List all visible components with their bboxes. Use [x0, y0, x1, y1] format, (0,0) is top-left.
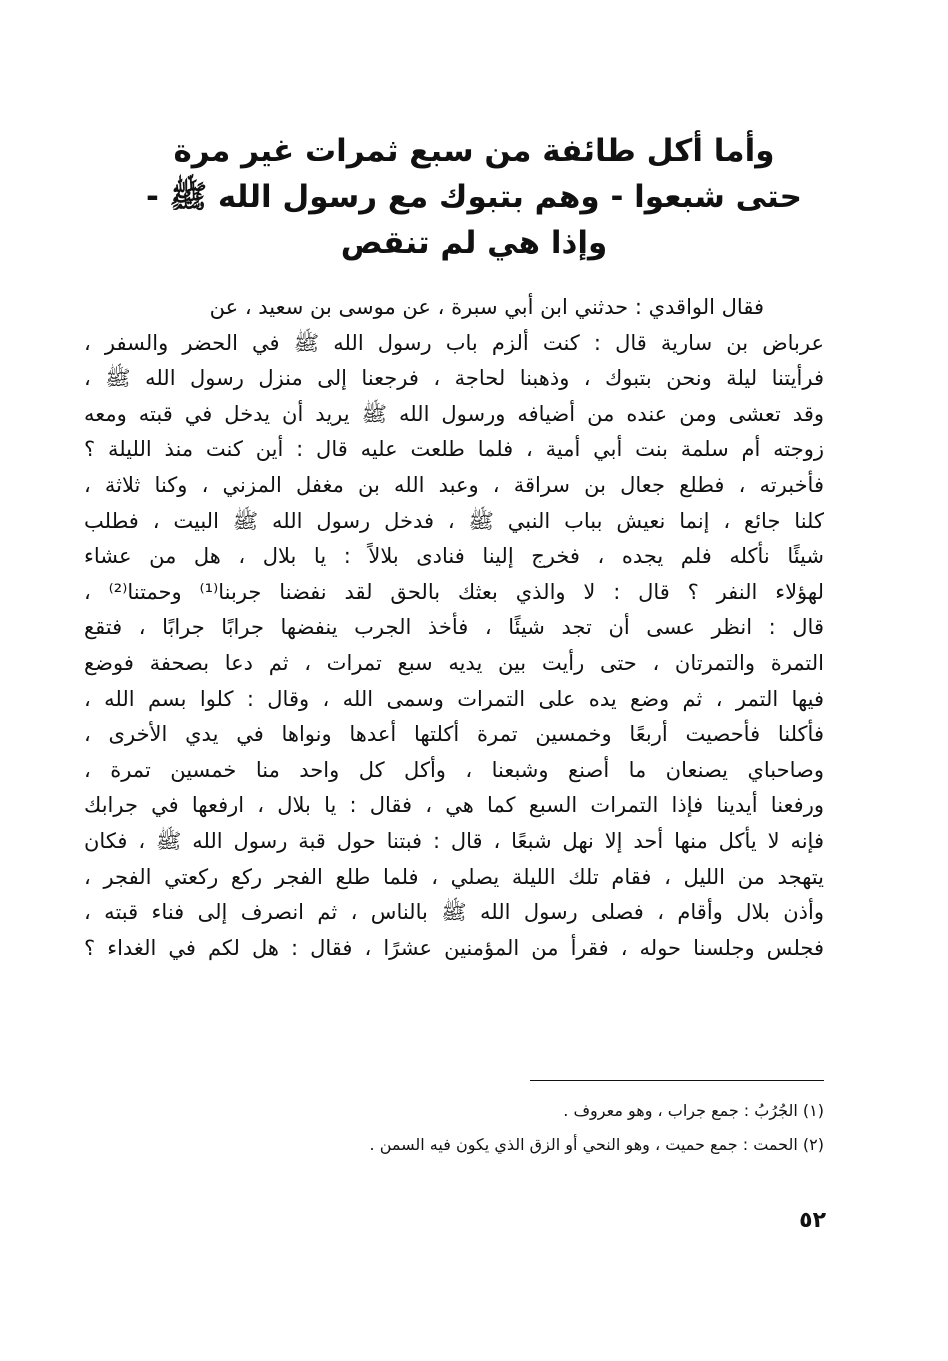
title-line-1: وأما أكل طائفة من سبع ثمرات غير مرة	[173, 133, 775, 169]
body-line: قال : انظر عسى أن تجد شيئًا ، فأخذ الجرب ينفضها جرابًا جرابًا ، فتقع	[84, 615, 824, 640]
body-line: ورفعنا أيدينا فإذا التمرات السبع كما هي ، فقال : يا بلال ، ارفعها في جرابك	[84, 793, 824, 818]
footnote-1: (١) الجُرُبُ : جمع جراب ، وهو معروف .	[563, 1101, 824, 1120]
body-line: عرباض بن سارية قال : كنت ألزم باب رسول الله ﷺ في الحضر والسفر ،	[84, 330, 824, 355]
footnote-2: (٢) الحمت : جمع حميت ، وهو النحي أو الزق الذي يكون فيه السمن .	[369, 1135, 824, 1154]
body-line: وقد تعشى ومن عنده من أضيافه ورسول الله ﷺ يريد أن يدخل في قبته ومعه	[84, 401, 824, 426]
body-line: زوجته أم سلمة بنت أبي أمية ، فلما طلعت عليه قال : أين كنت منذ الليلة ؟	[84, 437, 824, 462]
body-line: كلنا جائع ، إنما نعيش بباب النبي ﷺ ، فدخل رسول الله ﷺ البيت ، فطلب	[84, 508, 824, 533]
body-line: فإنه لا يأكل منها أحد إلا نهل شبعًا ، قال : فبتنا حول قبة رسول الله ﷺ ، فكان	[84, 828, 824, 853]
body-line: شيئًا نأكله فلم يجده ، فخرج إلينا فنادى بلالاً : يا بلال ، هل من عشاء	[84, 544, 824, 569]
body-line: لهؤلاء النفر ؟ قال : لا والذي بعثك بالحق لقد نفضنا جربنا⁽¹⁾ وحمتنا⁽²⁾ ،	[84, 579, 824, 604]
title-line-3: وإذا هي لم تنقص	[340, 225, 608, 261]
body-line: التمرة والتمرتان ، حتى رأيت بين يديه سبع تمرات ، ثم دعا بصحفة فوضع	[84, 650, 824, 675]
body-line: فجلس وجلسنا حوله ، فقرأ من المؤمنين عشرًا ، فقال : هل لكم في الغداء ؟	[84, 935, 824, 960]
body-line: فيها التمر ، ثم وضع يده على التمرات وسمى الله ، وقال : كلوا بسم الله ،	[84, 686, 824, 711]
chapter-title	[80, 128, 868, 266]
footnotes	[200, 1094, 824, 1162]
body-line: فأخبرته ، فطلع جعال بن سراقة ، وعبد الله بن مغفل المزني ، وكنا ثلاثة ،	[84, 472, 824, 497]
body-line: فقال الواقدي : حدثني ابن أبي سبرة ، عن موسى بن سعيد ، عن	[209, 295, 764, 319]
page-number: ٥٢	[799, 1208, 826, 1233]
body-line: يتهجد من الليل ، فقام تلك الليلة يصلي ، فلما طلع الفجر ركع ركعتي الفجر ،	[84, 864, 824, 889]
body-line: فأكلنا فأحصيت أربعًا وخمسين تمرة أكلتها أعدها ونواها في يدي الأخرى ،	[84, 722, 824, 747]
body-text	[84, 290, 824, 966]
title-line-2: حتى شبعوا - وهم بتبوك مع رسول الله ﷺ -	[146, 179, 802, 215]
footnote-divider	[530, 1080, 824, 1081]
body-line: وأذن بلال وأقام ، فصلى رسول الله ﷺ بالناس ، ثم انصرف إلى فناء قبته ،	[84, 900, 824, 925]
body-line: وصاحباي يصنعان ما أصنع وشبعنا ، وأكل كل واحد منا خمسين تمرة ،	[84, 757, 824, 782]
body-line: فرأيتنا ليلة ونحن بتبوك ، وذهبنا لحاجة ، فرجعنا إلى منزل رسول الله ﷺ ،	[84, 366, 824, 391]
